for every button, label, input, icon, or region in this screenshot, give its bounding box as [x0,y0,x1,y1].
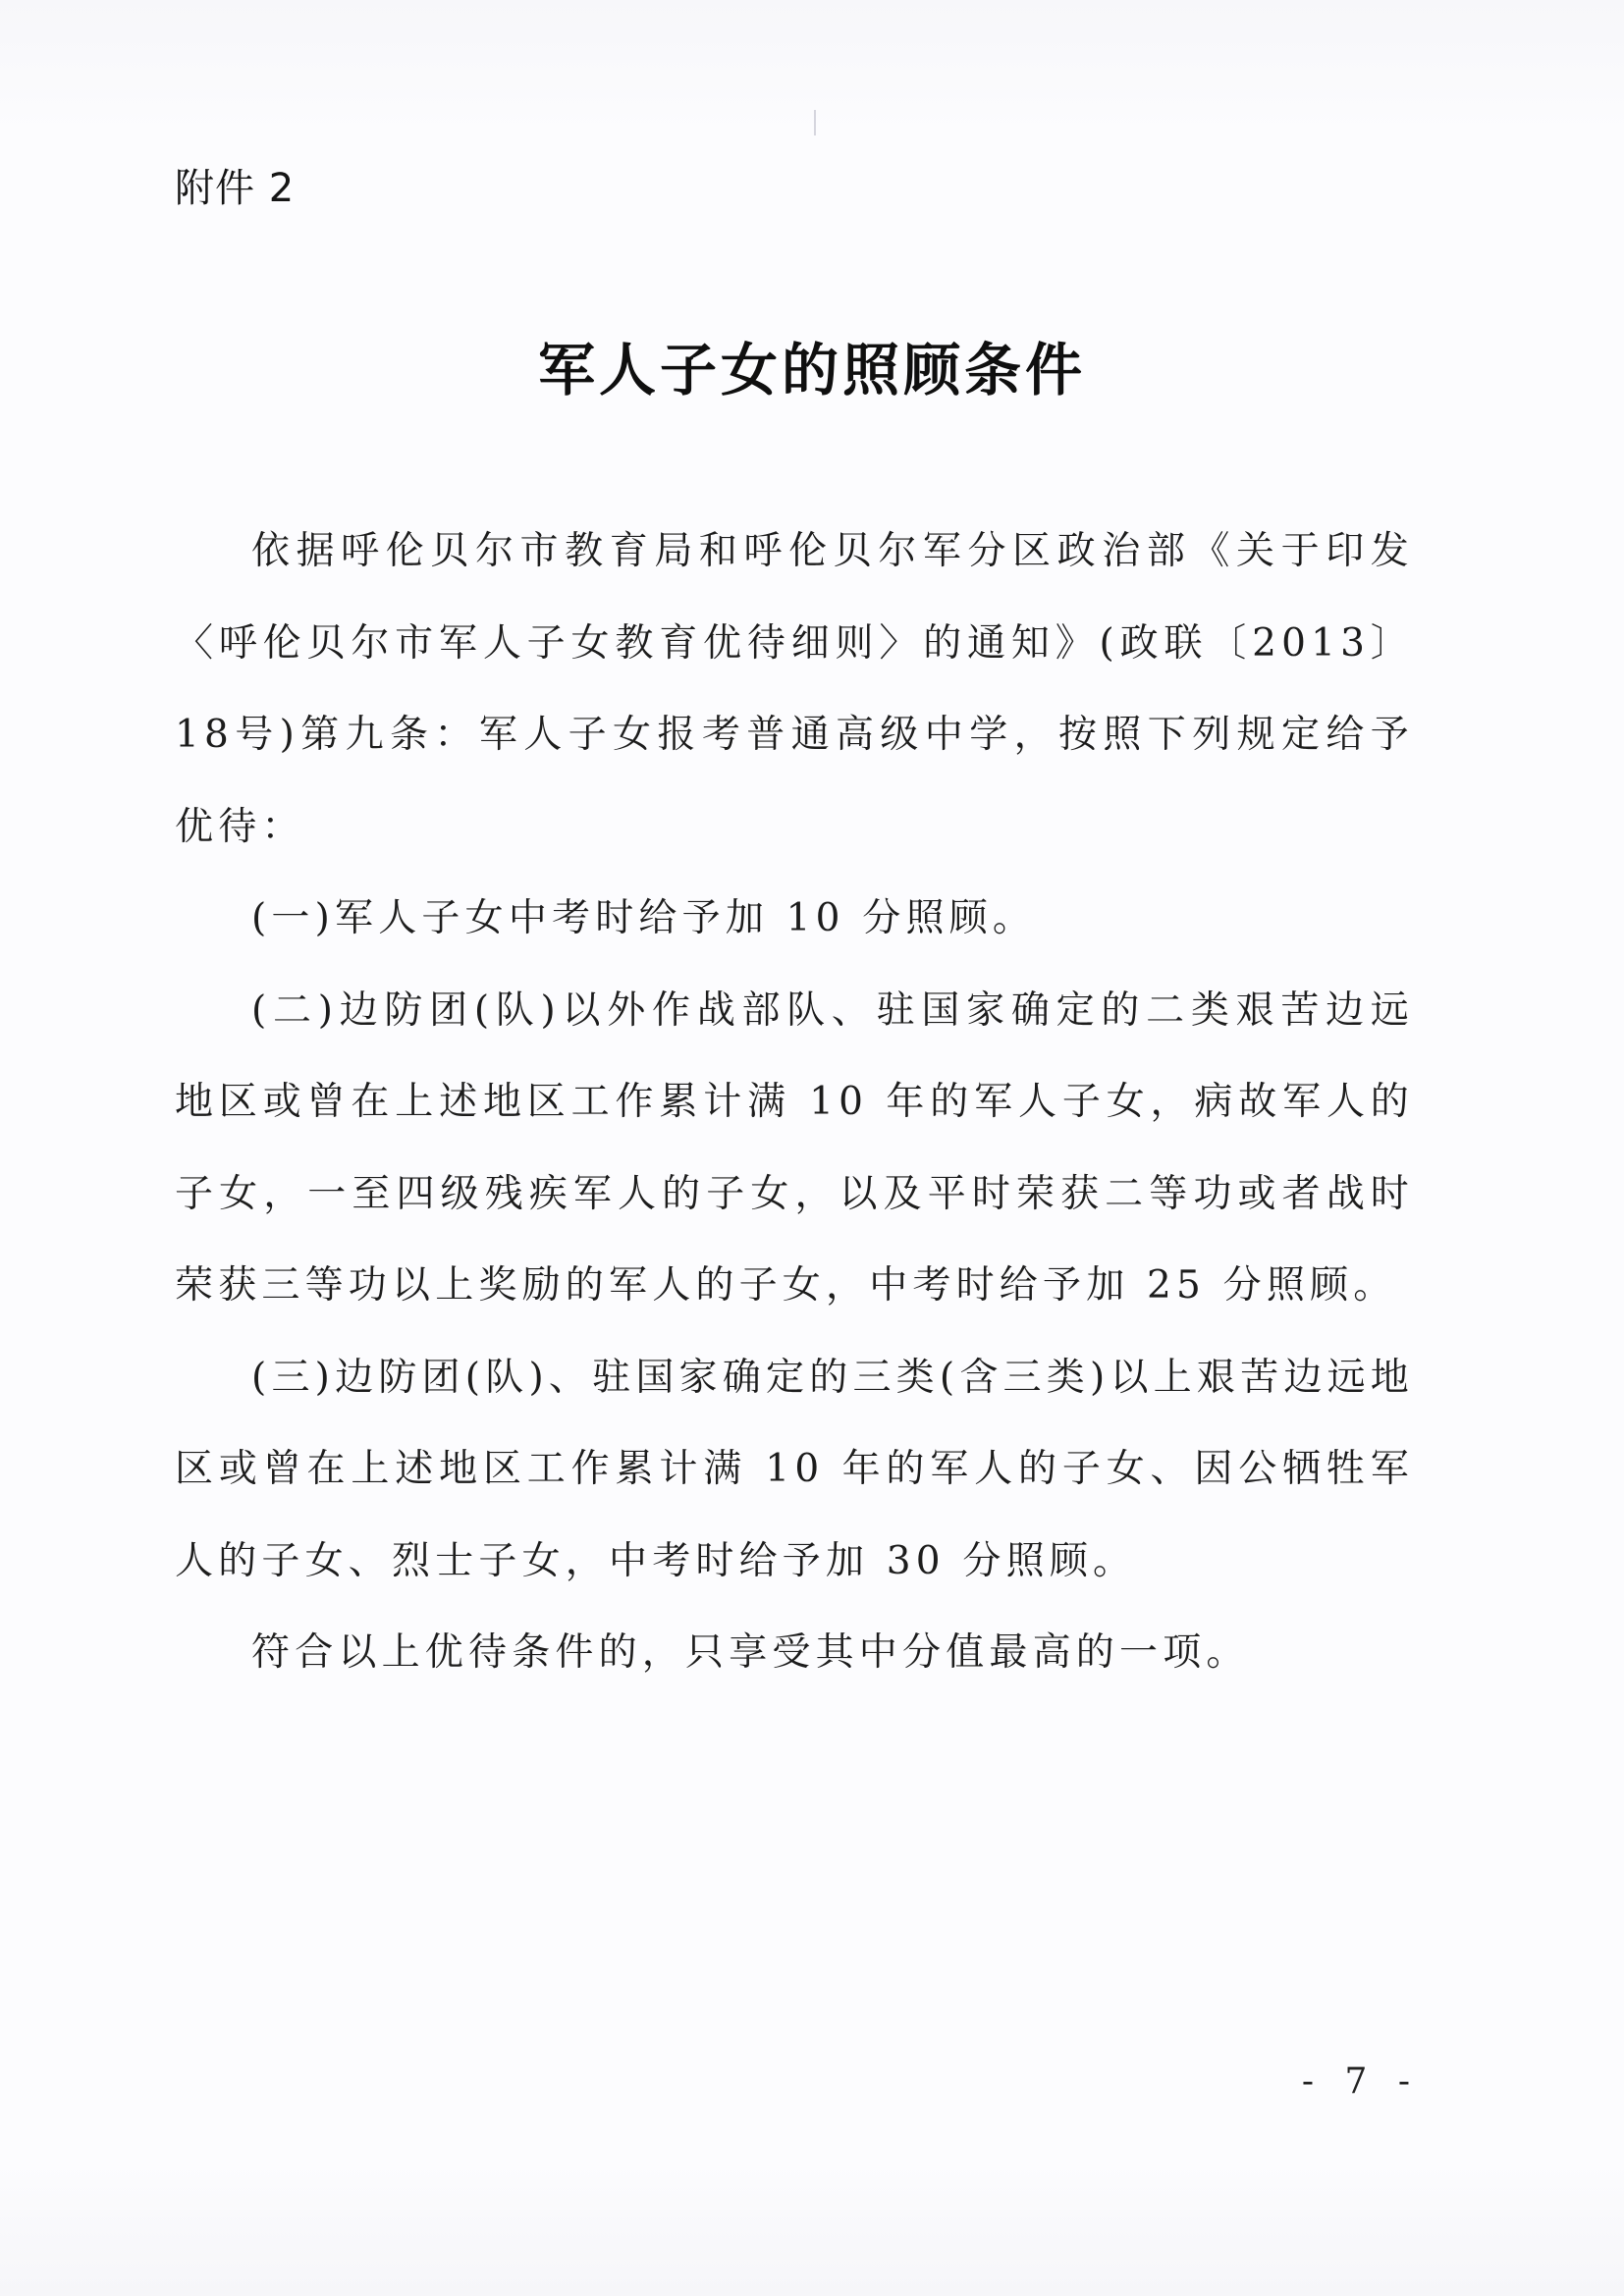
document-body [175,506,1414,1699]
attachment-label: 附件 2 [175,166,296,211]
paragraph-basis: 依据呼伦贝尔市教育局和呼伦贝尔军分区政治部《关于印发〈呼伦贝尔市军人子女教育优待细则〉的通知》(政联〔2013〕18号)第九条：军人子女报考普通高级中学，按照下列规定给予优待： [175,529,1414,849]
paragraph-item-2: (二)边防团(队)以外作战部队、驻国家确定的二类艰苦边远地区或曾在上述地区工作累计满 10 年的军人子女，病故军人的子女，一至四级残疾军人的子女，以及平时荣获二等功或者战时荣获三等功以上奖励的军人的子女，中考时给予加 25 分照顾。 [175,988,1414,1308]
document-title: 军人子女的照顾条件 [537,337,1086,403]
paragraph-item-1: (一)军人子女中考时给予加 10 分照顾。 [251,896,1037,940]
page-number: - 7 - [1301,2061,1420,2102]
paragraph-note: 符合以上优待条件的，只享受其中分值最高的一项。 [251,1630,1250,1675]
paragraph-item-3: (三)边防团(队)、驻国家确定的三类(含三类)以上艰苦边远地区或曾在上述地区工作累计满 10 年的军人的子女、因公牺牲军人的子女、烈士子女，中考时给予加 30 分照顾。 [175,1355,1414,1583]
bleed-through-mark [814,110,816,135]
